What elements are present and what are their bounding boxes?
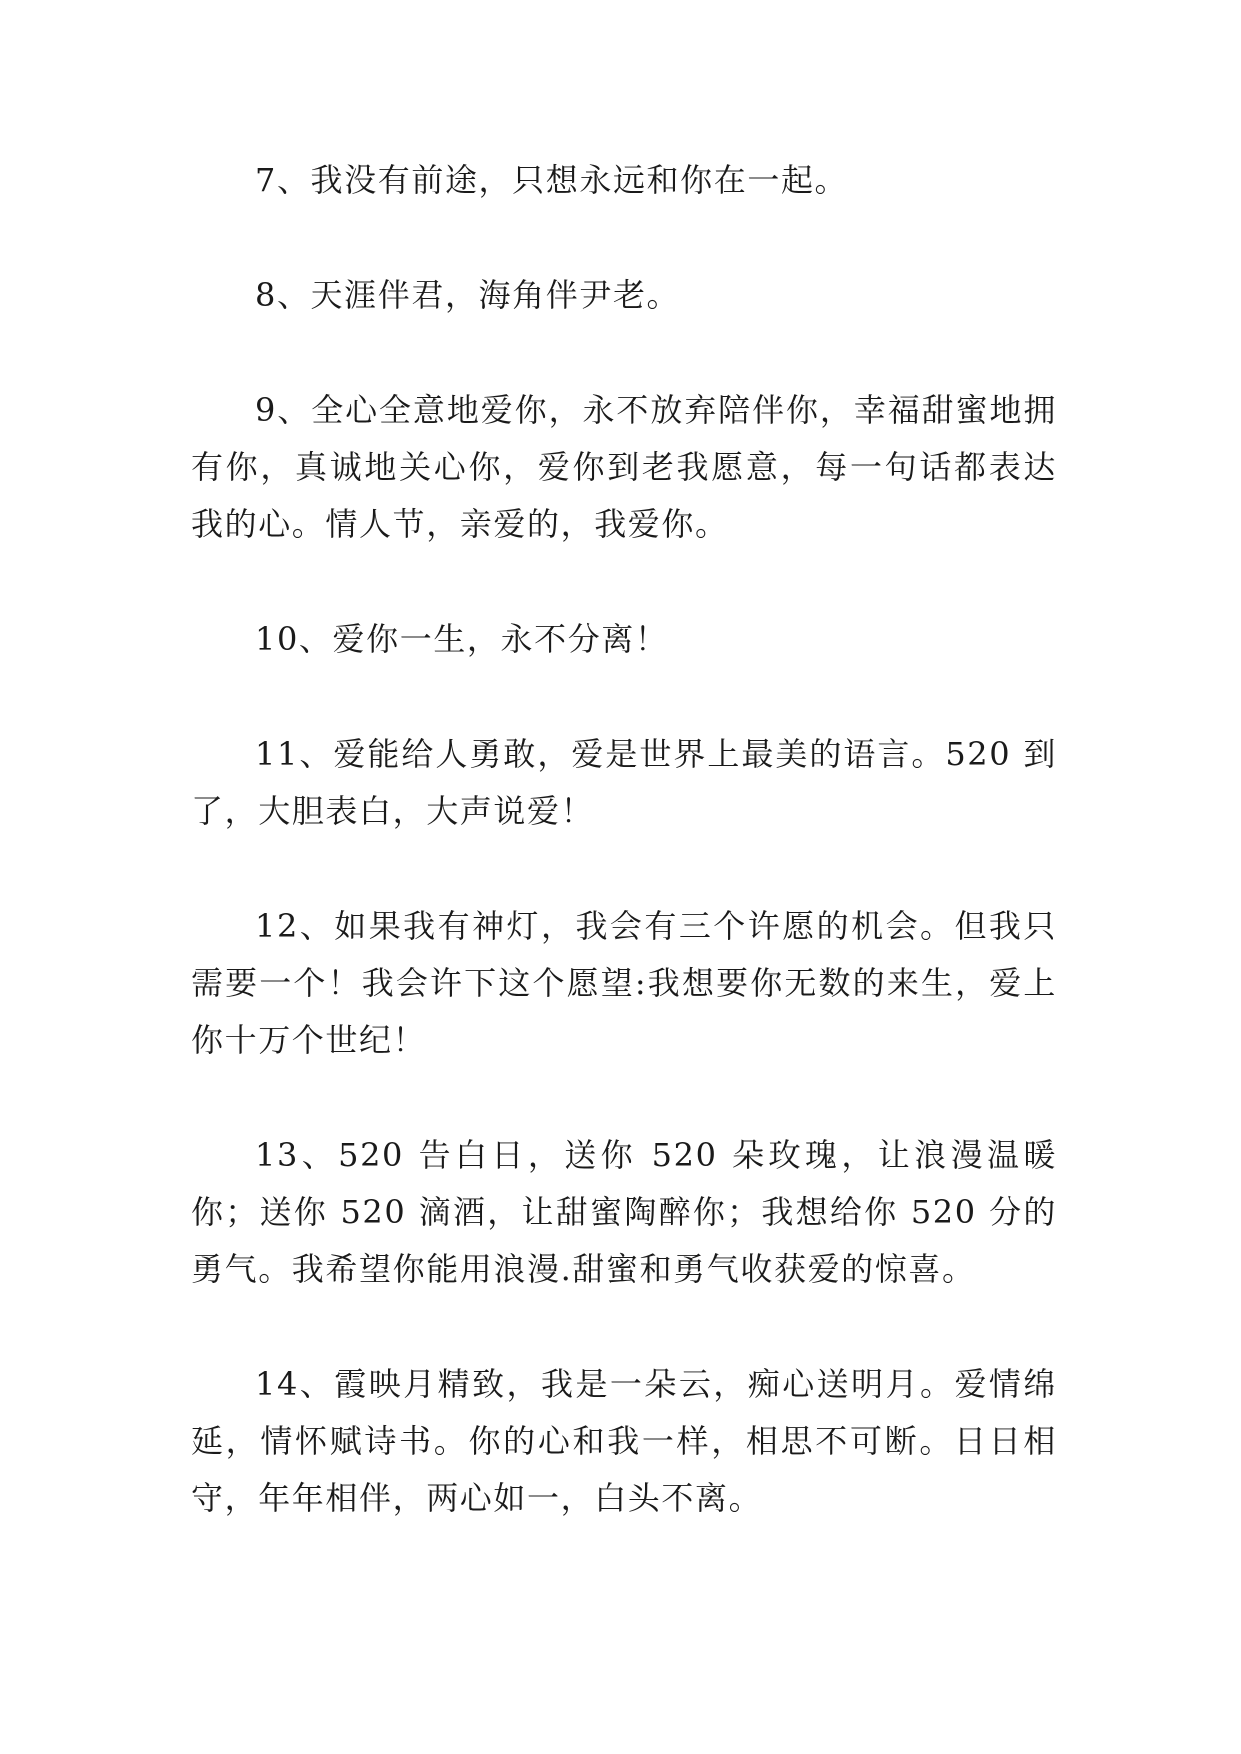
paragraph-12: 12、如果我有神灯，我会有三个许愿的机会。但我只需要一个！我会许下这个愿望:我想要你无数的来生，爱上你十万个世纪！ [191,907,1057,1059]
paragraph-14: 14、霞映月精致，我是一朵云，痴心送明月。爱情绵延，情怀赋诗书。你的心和我一样，相思不可断。日日相守，年年相伴，两心如一，白头不离。 [191,1365,1057,1517]
paragraph-13: 13、520 告白日，送你 520 朵玫瑰，让浪漫温暖你；送你 520 滴酒，让甜蜜陶醉你；我想给你 520 分的勇气。我希望你能用浪漫.甜蜜和勇气收获爱的惊喜。 [191,1136,1057,1288]
document-body [191,152,1057,1585]
paragraph-9: 9、全心全意地爱你，永不放弃陪伴你，幸福甜蜜地拥有你，真诚地关心你，爱你到老我愿意，每一句话都表达我的心。情人节，亲爱的，我爱你。 [191,391,1057,543]
paragraph-8: 8、天涯伴君，海角伴尹老。 [255,276,681,314]
paragraph-11: 11、爱能给人勇敢，爱是世界上最美的语言。520 到了，大胆表白，大声说爱！ [191,735,1057,830]
paragraph-7: 7、我没有前途，只想永远和你在一起。 [255,161,849,199]
paragraph-10: 10、爱你一生，永不分离！ [255,620,669,658]
